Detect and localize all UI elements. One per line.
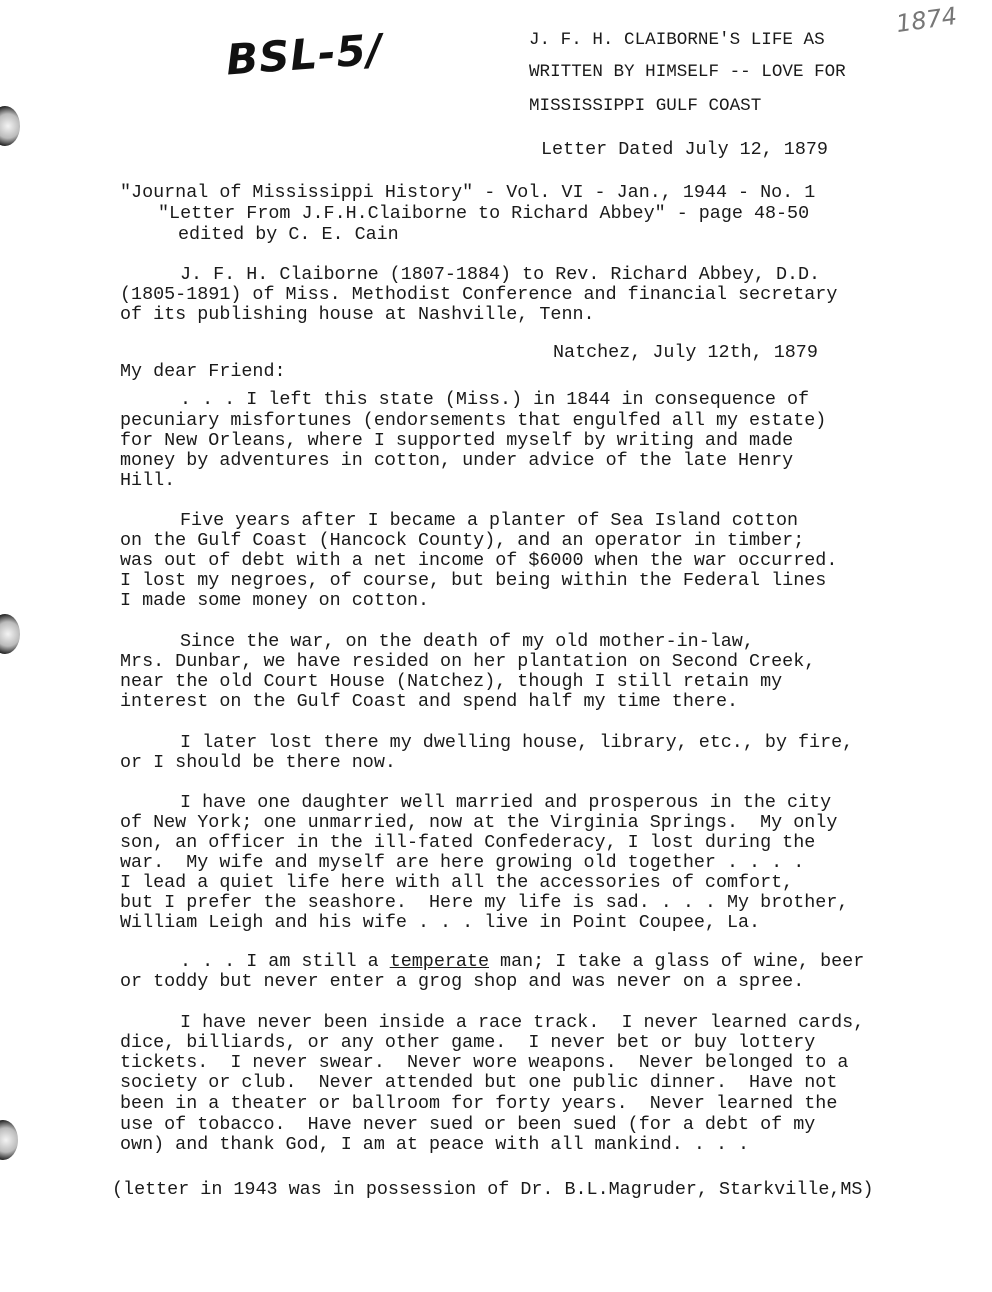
citation-line: "Journal of Mississippi History" - Vol. VI - Jan., 1944 - No. 1 <box>120 182 816 203</box>
paragraph-line: for New Orleans, where I supported myself by writing and made <box>120 430 794 451</box>
paragraph-line: own) and thank God, I am at peace with all mankind. . . . <box>120 1134 750 1155</box>
paragraph-line <box>180 952 864 972</box>
paragraph-line: dice, billiards, or any other game. I never bet or buy lottery <box>120 1032 816 1053</box>
paragraph-line: William Leigh and his wife . . . live in Point Coupee, La. <box>120 912 761 933</box>
header-title-line: J. F. H. CLAIBORNE'S LIFE AS <box>529 30 825 50</box>
paragraph-line: been in a theater or ballroom for forty years. Never learned the <box>120 1093 838 1114</box>
paragraph-line: Five years after I became a planter of Sea Island cotton <box>180 510 799 531</box>
paragraph-line: or toddy but never enter a grog shop and was never on a spree. <box>120 971 805 992</box>
paragraph-line: Hill. <box>120 470 176 491</box>
paragraph-line: or I should be there now. <box>120 752 396 773</box>
intro-line: (1805-1891) of Miss. Methodist Conference and financial secretary <box>120 284 838 305</box>
intro-line: J. F. H. Claiborne (1807-1884) to Rev. Richard Abbey, D.D. <box>180 264 821 285</box>
punch-hole <box>0 1120 18 1160</box>
paragraph-line: Since the war, on the death of my old mother-in-law, <box>180 631 754 652</box>
paragraph-line: society or club. Never attended but one public dinner. Have not <box>120 1072 838 1093</box>
paragraph-line: I have never been inside a race track. I never learned cards, <box>180 1012 865 1033</box>
paragraph-line: interest on the Gulf Coast and spend half my time there. <box>120 691 739 712</box>
paragraph-line: I later lost there my dwelling house, library, etc., by fire, <box>180 732 854 753</box>
punch-hole <box>0 614 20 654</box>
paragraph-line: near the old Court House (Natchez), though I still retain my <box>120 671 783 692</box>
paragraph-line: tickets. I never swear. Never wore weapons. Never belonged to a <box>120 1052 849 1073</box>
paragraph-line: son, an officer in the ill-fated Confederacy, I lost during the <box>120 832 816 853</box>
citation-line: "Letter From J.F.H.Claiborne to Richard Abbey" - page 48-50 <box>158 203 810 224</box>
paragraph-line: I made some money on cotton. <box>120 590 430 611</box>
paragraph-text: . . . I am still a <box>180 951 390 972</box>
intro-line: of its publishing house at Nashville, Tenn. <box>120 304 595 325</box>
paragraph-line: Mrs. Dunbar, we have resided on her plantation on Second Creek, <box>120 651 816 672</box>
paragraph-line: was out of debt with a net income of $6000 when the war occurred. <box>120 550 838 571</box>
paragraph-line: on the Gulf Coast (Hancock County), and an operator in timber; <box>120 530 805 551</box>
paragraph-line: I lost my negroes, of course, but being within the Federal lines <box>120 570 827 591</box>
header-title-line: WRITTEN BY HIMSELF -- LOVE FOR <box>529 62 846 82</box>
provenance-footnote: (letter in 1943 was in possession of Dr. B.L.Magruder, Starkville,MS) <box>112 1179 874 1200</box>
letter-salutation: My dear Friend: <box>120 361 286 382</box>
paragraph-line: money by adventures in cotton, under advice of the late Henry <box>120 450 794 471</box>
paragraph-line: I have one daughter well married and prosperous in the city <box>180 792 832 813</box>
punch-hole <box>0 106 20 146</box>
paragraph-line: I lead a quiet life here with all the accessories of comfort, <box>120 872 794 893</box>
paragraph-line: of New York; one unmarried, now at the Virginia Springs. My only <box>120 812 838 833</box>
underlined-word: temperate <box>389 951 490 972</box>
paragraph-line: war. My wife and myself are here growing old together . . . . <box>120 852 805 873</box>
citation-line: edited by C. E. Cain <box>178 224 399 245</box>
handwritten-archive-code: BSL-5/ <box>224 24 385 85</box>
header-title-line: MISSISSIPPI GULF COAST <box>529 96 762 116</box>
paragraph-line: . . . I left this state (Miss.) in 1844 in consequence of <box>180 389 810 410</box>
letter-dateline: Natchez, July 12th, 1879 <box>553 342 818 363</box>
handwritten-year-note: 1874 <box>894 1 959 39</box>
paragraph-text: man; I take a glass of wine, beer <box>489 951 865 972</box>
paragraph-line: use of tobacco. Have never sued or been sued (for a debt of my <box>120 1114 816 1135</box>
header-letter-date: Letter Dated July 12, 1879 <box>541 139 828 160</box>
paragraph-line: but I prefer the seashore. Here my life is sad. . . . My brother, <box>120 892 849 913</box>
paragraph-line: pecuniary misfortunes (endorsements that engulfed all my estate) <box>120 410 827 431</box>
